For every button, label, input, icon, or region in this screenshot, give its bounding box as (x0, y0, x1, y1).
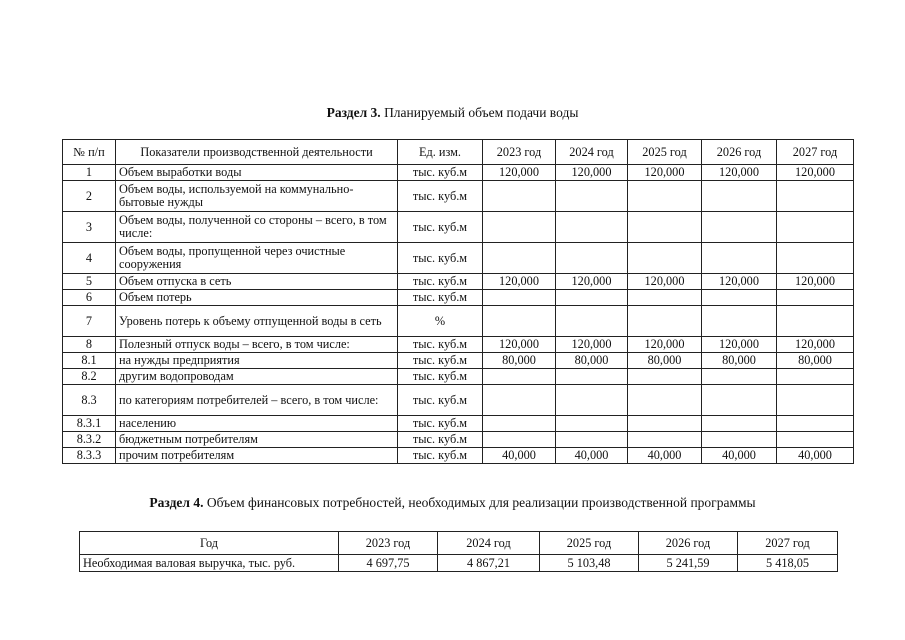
value-cell: 120,000 (483, 274, 556, 290)
table-row (63, 369, 854, 385)
value-cell: 80,000 (628, 353, 702, 369)
table-row (63, 243, 854, 274)
value-cell (628, 306, 702, 337)
value-cell: 5 418,05 (738, 555, 838, 572)
value-cell (628, 212, 702, 243)
value-cell: 4 867,21 (438, 555, 540, 572)
value-cell: 120,000 (556, 274, 628, 290)
value-cell (628, 432, 702, 448)
table-row (80, 555, 838, 572)
row-number: 8.3.3 (63, 448, 116, 464)
row-number: 8.3.2 (63, 432, 116, 448)
row-number: 8 (63, 337, 116, 353)
value-cell (556, 290, 628, 306)
table-row (63, 165, 854, 181)
value-cell (483, 369, 556, 385)
row-number: 2 (63, 181, 116, 212)
table-header-row (80, 532, 838, 555)
unit-cell: тыс. куб.м (398, 416, 483, 432)
value-cell: 80,000 (702, 353, 777, 369)
row-number: 8.1 (63, 353, 116, 369)
value-cell (702, 432, 777, 448)
column-header: 2025 год (540, 532, 639, 555)
table-row (63, 448, 854, 464)
unit-cell: тыс. куб.м (398, 385, 483, 416)
row-number: 6 (63, 290, 116, 306)
table-row (63, 432, 854, 448)
value-cell: 40,000 (483, 448, 556, 464)
indicator-name: бюджетным потребителям (116, 432, 398, 448)
unit-cell: тыс. куб.м (398, 274, 483, 290)
value-cell (702, 243, 777, 274)
value-cell (628, 243, 702, 274)
indicator-name: прочим потребителям (116, 448, 398, 464)
value-cell (556, 369, 628, 385)
section4-title (0, 495, 905, 511)
value-cell (556, 181, 628, 212)
value-cell (483, 290, 556, 306)
row-number: 1 (63, 165, 116, 181)
value-cell (777, 212, 854, 243)
value-cell: 120,000 (702, 165, 777, 181)
value-cell: 120,000 (556, 165, 628, 181)
value-cell (628, 385, 702, 416)
unit-cell: тыс. куб.м (398, 212, 483, 243)
value-cell (702, 306, 777, 337)
column-header: 2027 год (738, 532, 838, 555)
column-header: 2024 год (556, 140, 628, 165)
unit-cell: тыс. куб.м (398, 181, 483, 212)
row-number: 5 (63, 274, 116, 290)
value-cell: 120,000 (777, 274, 854, 290)
column-header: 2025 год (628, 140, 702, 165)
unit-cell: тыс. куб.м (398, 165, 483, 181)
column-header: 2027 год (777, 140, 854, 165)
value-cell (777, 432, 854, 448)
value-cell (702, 212, 777, 243)
column-header: 2024 год (438, 532, 540, 555)
value-cell: 40,000 (702, 448, 777, 464)
value-cell: 4 697,75 (339, 555, 438, 572)
table-row (63, 181, 854, 212)
table-row (63, 306, 854, 337)
value-cell: 120,000 (628, 337, 702, 353)
value-cell (777, 369, 854, 385)
value-cell (556, 243, 628, 274)
value-cell (702, 385, 777, 416)
table-row (63, 337, 854, 353)
row-number: 8.3.1 (63, 416, 116, 432)
section3-title-rest: Планируемый объем подачи воды (380, 105, 579, 120)
financial-needs-table (79, 531, 838, 572)
value-cell (628, 181, 702, 212)
value-cell (483, 212, 556, 243)
indicator-name: по категориям потребителей – всего, в том числе: (116, 385, 398, 416)
unit-cell: тыс. куб.м (398, 432, 483, 448)
section4-title-rest: Объем финансовых потребностей, необходимых для реализации производственной программы (203, 495, 756, 510)
value-cell (556, 212, 628, 243)
value-cell (483, 243, 556, 274)
value-cell (483, 432, 556, 448)
table-header-row (63, 140, 854, 165)
indicator-name: на нужды предприятия (116, 353, 398, 369)
table-row (63, 290, 854, 306)
table-row (63, 416, 854, 432)
value-cell (556, 432, 628, 448)
value-cell (628, 369, 702, 385)
value-cell: 40,000 (556, 448, 628, 464)
indicator-name: Объем выработки воды (116, 165, 398, 181)
value-cell (628, 290, 702, 306)
column-header: 2026 год (702, 140, 777, 165)
value-cell (777, 243, 854, 274)
value-cell (777, 290, 854, 306)
table-row (63, 353, 854, 369)
value-cell (628, 416, 702, 432)
column-header: Показатели производственной деятельности (116, 140, 398, 165)
value-cell (702, 416, 777, 432)
value-cell (702, 181, 777, 212)
unit-cell: тыс. куб.м (398, 243, 483, 274)
value-cell: 80,000 (483, 353, 556, 369)
value-cell (483, 181, 556, 212)
value-cell (483, 306, 556, 337)
value-cell: 120,000 (483, 165, 556, 181)
row-number: 8.3 (63, 385, 116, 416)
unit-cell: % (398, 306, 483, 337)
row-number: 3 (63, 212, 116, 243)
value-cell: 120,000 (483, 337, 556, 353)
value-cell (777, 306, 854, 337)
indicator-name: Объем воды, используемой на коммунально-бытовые нужды (116, 181, 398, 212)
value-cell: 80,000 (777, 353, 854, 369)
value-cell: 120,000 (777, 165, 854, 181)
column-header: № п/п (63, 140, 116, 165)
value-cell (777, 181, 854, 212)
unit-cell: тыс. куб.м (398, 369, 483, 385)
indicator-name: Полезный отпуск воды – всего, в том числе: (116, 337, 398, 353)
column-header: 2023 год (339, 532, 438, 555)
value-cell: 120,000 (702, 274, 777, 290)
value-cell (556, 416, 628, 432)
table-row (63, 274, 854, 290)
section3-title (0, 105, 905, 121)
value-cell: 120,000 (777, 337, 854, 353)
value-cell: 120,000 (702, 337, 777, 353)
value-cell (777, 416, 854, 432)
value-cell (483, 416, 556, 432)
indicator-name: Объем воды, пропущенной через очистные сооружения (116, 243, 398, 274)
row-number: 4 (63, 243, 116, 274)
value-cell (702, 290, 777, 306)
value-cell (556, 385, 628, 416)
value-cell: 40,000 (777, 448, 854, 464)
value-cell: 80,000 (556, 353, 628, 369)
indicator-name: другим водопроводам (116, 369, 398, 385)
value-cell: 5 241,59 (639, 555, 738, 572)
unit-cell: тыс. куб.м (398, 337, 483, 353)
column-header: 2023 год (483, 140, 556, 165)
unit-cell: тыс. куб.м (398, 290, 483, 306)
table-row (63, 385, 854, 416)
indicator-name: Объем потерь (116, 290, 398, 306)
indicator-name: Объем отпуска в сеть (116, 274, 398, 290)
section3-title-bold: Раздел 3. (326, 105, 381, 120)
indicator-name: населению (116, 416, 398, 432)
section4-title-bold: Раздел 4. (149, 495, 204, 510)
value-cell (702, 369, 777, 385)
unit-cell: тыс. куб.м (398, 448, 483, 464)
row-number: 8.2 (63, 369, 116, 385)
row-number: 7 (63, 306, 116, 337)
value-cell: 120,000 (556, 337, 628, 353)
value-cell: 40,000 (628, 448, 702, 464)
value-cell (483, 385, 556, 416)
value-cell: 120,000 (628, 165, 702, 181)
value-cell (556, 306, 628, 337)
unit-cell: тыс. куб.м (398, 353, 483, 369)
water-supply-table (62, 139, 854, 464)
value-cell (777, 385, 854, 416)
row-label: Необходимая валовая выручка, тыс. руб. (80, 555, 339, 572)
column-header: 2026 год (639, 532, 738, 555)
value-cell: 120,000 (628, 274, 702, 290)
column-header: Год (80, 532, 339, 555)
column-header: Ед. изм. (398, 140, 483, 165)
indicator-name: Уровень потерь к объему отпущенной воды в сеть (116, 306, 398, 337)
indicator-name: Объем воды, полученной со стороны – всего, в том числе: (116, 212, 398, 243)
value-cell: 5 103,48 (540, 555, 639, 572)
table-row (63, 212, 854, 243)
